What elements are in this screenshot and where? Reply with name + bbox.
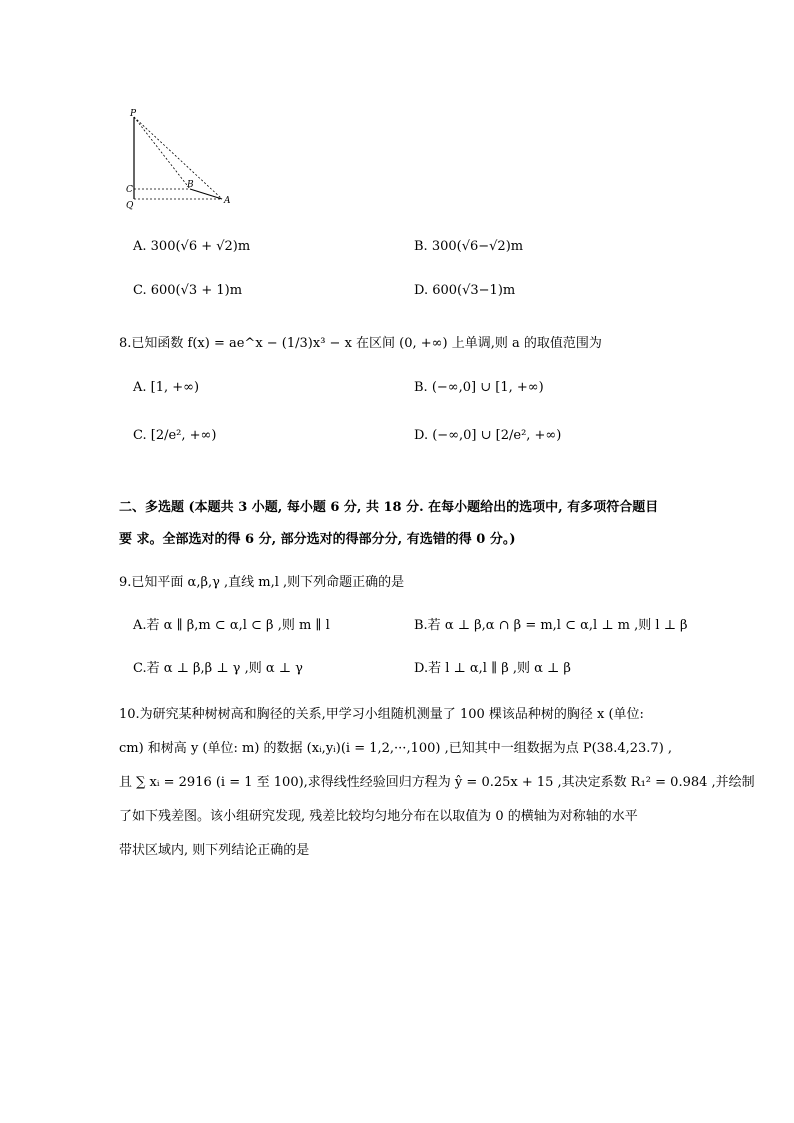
q8-option-c: C. [2/e², +∞) — [133, 428, 217, 443]
q7-option-b: B. 300(√6−√2)m — [414, 239, 524, 254]
q7-option-d: D. 600(√3−1)m — [414, 283, 516, 298]
q7-option-a: A. 300(√6 + √2)m — [133, 239, 251, 254]
geometry-figure — [118, 105, 248, 215]
q10-line-2: cm) 和树高 y (单位: m) 的数据 (xᵢ,yᵢ)(i = 1,2,···,100) ,已知其中一组数据为点 P(38.4,23.7) , — [119, 741, 673, 756]
q8-option-d: D. (−∞,0] ∪ [2/e², +∞) — [414, 428, 562, 443]
q8-option-a: A. [1, +∞) — [133, 380, 200, 395]
point-label-c: C — [126, 185, 133, 195]
q9-option-b: B.若 α ⊥ β,α ∩ β = m,l ⊂ α,l ⊥ m ,则 l ⊥ β — [414, 618, 688, 633]
q7-option-c: C. 600(√3 + 1)m — [133, 283, 243, 298]
q10-line-3: 且 ∑ xᵢ = 2916 (i = 1 至 100),求得线性经验回归方程为 ŷ = 0.25x + 15 ,其决定系数 R₁² = 0.984 ,并绘制 — [119, 775, 755, 790]
q10-line-4: 了如下残差图。该小组研究发现, 残差比较均匀地分布在以取值为 0 的横轴为对称轴的水平 — [119, 809, 638, 824]
q9-option-c: C.若 α ⊥ β,β ⊥ γ ,则 α ⊥ γ — [133, 661, 303, 676]
q9-option-d: D.若 l ⊥ α,l ∥ β ,则 α ⊥ β — [414, 661, 571, 676]
point-label-q: Q — [126, 201, 134, 211]
section-2-heading-line1: 二、多选题 (本题共 3 小题, 每小题 6 分, 共 18 分. 在每小题给出的选项中, 有多项符合题目 — [119, 500, 659, 515]
point-label-a: A — [224, 196, 231, 206]
q8-stem: 8.已知函数 f(x) = ae^x − (1/3)x³ − x 在区间 (0, +∞) 上单调,则 a 的取值范围为 — [119, 336, 602, 351]
q8-option-b: B. (−∞,0] ∪ [1, +∞) — [414, 380, 544, 395]
point-label-p: P — [130, 109, 137, 119]
q9-stem: 9.已知平面 α,β,γ ,直线 m,l ,则下列命题正确的是 — [119, 575, 405, 590]
q9-option-a: A.若 α ∥ β,m ⊂ α,l ⊂ β ,则 m ∥ l — [133, 618, 330, 633]
q10-line-1: 10.为研究某种树树高和胸径的关系,甲学习小组随机测量了 100 棵该品种树的胸径 x (单位: — [119, 707, 644, 722]
section-2-heading-line2: 要 求。全部选对的得 6 分, 部分选对的得部分分, 有选错的得 0 分。) — [119, 532, 516, 547]
q10-line-5: 带状区域内, 则下列结论正确的是 — [119, 843, 310, 858]
point-label-b: B — [187, 180, 194, 190]
